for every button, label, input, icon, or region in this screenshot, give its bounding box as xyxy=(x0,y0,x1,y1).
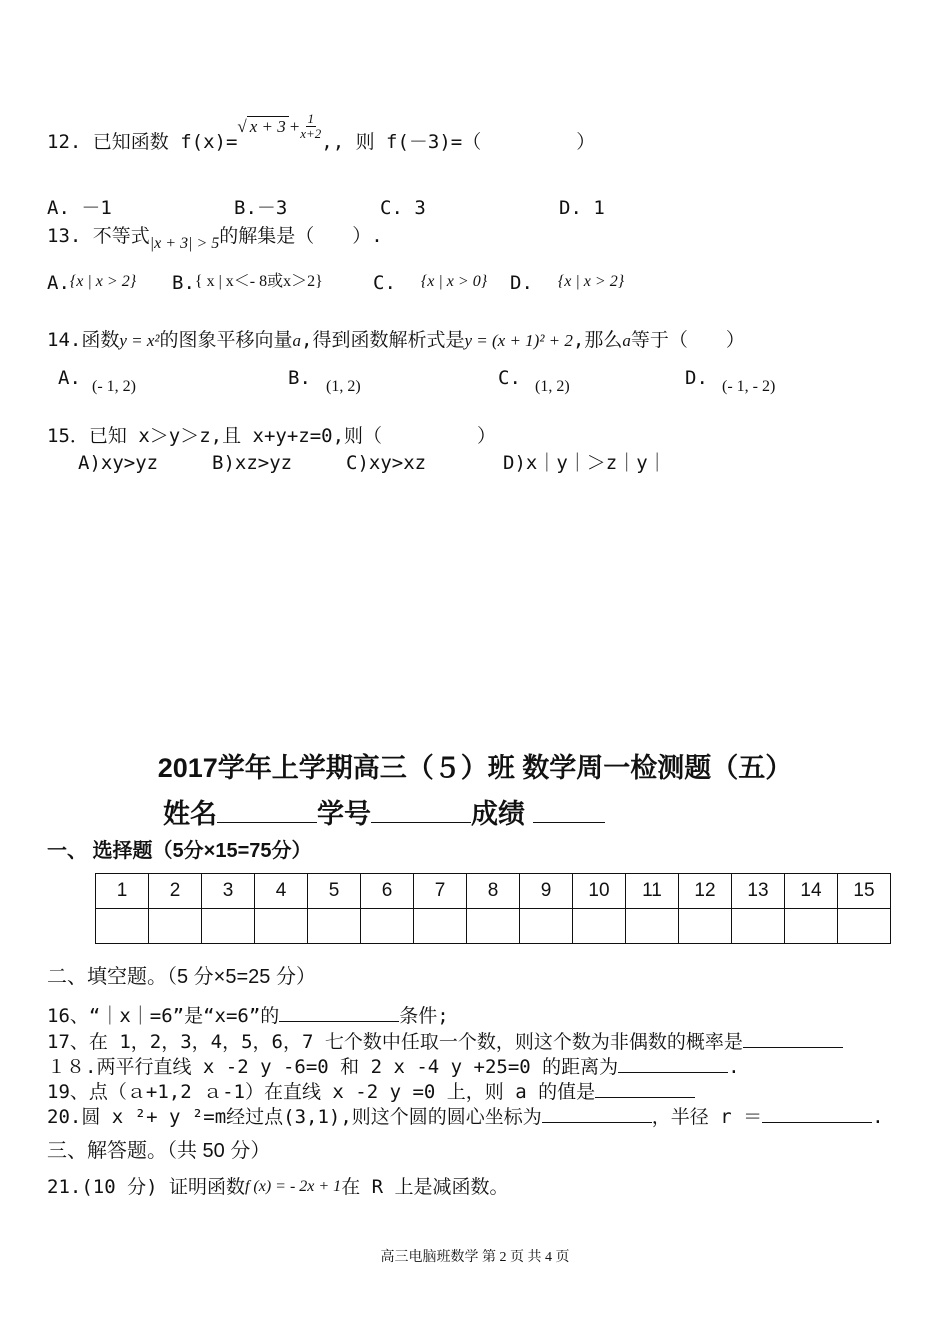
q17: 17、在 1，2，3，4，5，6，7 七个数中任取一个数，则这个数为非偶数的概率是 xyxy=(47,1029,843,1054)
q12-formula: √ x + 3 + $\frac{1}{x+2}$ xyxy=(237,111,322,141)
page-footer: 高三电脑班数学 第 2 页 共 4 页 xyxy=(380,1250,570,1265)
q13-option-d: D. {x | x > 2} xyxy=(510,272,625,294)
q12-line xyxy=(47,111,596,157)
q12-option-b: B.－3 xyxy=(234,197,288,219)
q20-center-blank[interactable] xyxy=(542,1104,652,1123)
answer-input-cell[interactable] xyxy=(679,909,732,944)
q15-option-d: D)x｜y｜＞z｜y｜ xyxy=(503,452,667,474)
answer-input-cell[interactable] xyxy=(414,909,467,944)
answer-number-cell: 12 xyxy=(679,874,732,909)
answer-table-header-row xyxy=(96,874,891,909)
answer-table xyxy=(95,873,891,944)
answer-number-cell: 5 xyxy=(308,874,361,909)
answer-input-cell[interactable] xyxy=(202,909,255,944)
section1-title: 一、 选择题（5分×15=75分） xyxy=(47,840,312,862)
q20: 20.圆 x ²+ y ²=m经过点(3,1),则这个圆的圆心坐标为 ，半径 r ＝ . xyxy=(47,1106,884,1128)
q21-formula: f (x) = - 2x + 1 xyxy=(244,1178,342,1195)
q19: 19、点（ａ+1,2 ａ-1）在直线 x -2 y =0 上，则 a 的值是 xyxy=(47,1079,695,1104)
answer-input-cell[interactable] xyxy=(626,909,679,944)
answer-number-cell: 4 xyxy=(255,874,308,909)
q18: １８.两平行直线 x -2 y -6=0 和 2 x -4 y +25=0 的距离为 . xyxy=(47,1056,740,1078)
q15-text: 15．已知 x＞y＞z,且 x+y+z=0,则（ ） xyxy=(47,425,497,447)
answer-input-cell[interactable] xyxy=(361,909,414,944)
answer-number-cell: 8 xyxy=(467,874,520,909)
answer-input-cell[interactable] xyxy=(732,909,785,944)
q12-option-c: C. 3 xyxy=(380,197,426,219)
answer-number-cell: 15 xyxy=(838,874,891,909)
q12-close: ） xyxy=(576,131,596,153)
q15-option-c: C)xy>xz xyxy=(346,452,427,474)
q20-radius-blank[interactable] xyxy=(762,1104,872,1123)
student-info: 姓名 学号 成绩 xyxy=(163,798,605,830)
answer-input-cell[interactable] xyxy=(255,909,308,944)
answer-number-cell: 10 xyxy=(573,874,626,909)
q14-line: 14.函数y = x²的图象平移向量a,得到函数解析式是y = (x + 1)² + 2,那么a等于（ ） xyxy=(47,329,745,351)
q16-blank[interactable] xyxy=(279,1003,399,1022)
answer-number-cell: 2 xyxy=(149,874,202,909)
answer-number-cell: 14 xyxy=(785,874,838,909)
answer-number-cell: 9 xyxy=(520,874,573,909)
q14-option-c-label: C. xyxy=(498,367,521,389)
q14-option-d-value: (- 1, - 2) xyxy=(722,378,776,395)
q13-tail: 的解集是（ ）. xyxy=(219,225,383,247)
answer-input-cell[interactable] xyxy=(308,909,361,944)
answer-input-cell[interactable] xyxy=(573,909,626,944)
answer-input-cell[interactable] xyxy=(96,909,149,944)
q14-formula-2: y = (x + 1)² + 2 xyxy=(464,331,573,350)
q13-line xyxy=(47,224,383,250)
answer-number-cell: 1 xyxy=(96,874,149,909)
q14-option-a-value: (- 1, 2) xyxy=(92,378,136,395)
answer-input-cell[interactable] xyxy=(838,909,891,944)
answer-number-cell: 13 xyxy=(732,874,785,909)
q14-option-c-value: (1, 2) xyxy=(535,378,570,395)
q15-option-a: A)xy>yz xyxy=(78,452,159,474)
q14-formula-1: y = x² xyxy=(119,331,160,350)
q14-vector: a xyxy=(292,331,302,350)
q17-blank[interactable] xyxy=(743,1029,843,1048)
answer-input-cell[interactable] xyxy=(520,909,573,944)
q13-text: 13. 不等式 xyxy=(47,225,150,247)
answer-number-cell: 3 xyxy=(202,874,255,909)
answer-input-cell[interactable] xyxy=(785,909,838,944)
q13-option-c: C. {x | x > 0} xyxy=(373,272,488,294)
section2-title: 二、填空题。（5 分×5=25 分） xyxy=(47,966,316,988)
answer-input-cell[interactable] xyxy=(467,909,520,944)
q15-option-b: B)xz>yz xyxy=(212,452,293,474)
q16: 16、“｜x｜=6”是“x=6”的 条件; xyxy=(47,1005,449,1027)
q13-formula: |x + 3| > 5 xyxy=(149,235,220,252)
q12-option-d: D. 1 xyxy=(559,197,605,219)
page-title: 2017学年上学期高三（５）班 数学周一检测题（五） xyxy=(157,753,793,783)
q14-option-d-label: D. xyxy=(685,367,708,389)
q14-option-b-label: B. xyxy=(288,367,311,389)
answer-table-answer-row xyxy=(96,909,891,944)
q14-option-b-value: (1, 2) xyxy=(326,378,361,395)
answer-number-cell: 7 xyxy=(414,874,467,909)
answer-number-cell: 6 xyxy=(361,874,414,909)
q14-option-a-label: A. xyxy=(58,367,81,389)
q12-option-a: A. －1 xyxy=(47,197,112,219)
q12-text: 12. 已知函数 f(x)= xyxy=(47,131,238,153)
q18-blank[interactable] xyxy=(618,1054,728,1073)
q13-option-a: A.{x | x > 2} xyxy=(47,272,137,294)
q13-option-b: B.{ x | x＜- 8或x＞2} xyxy=(172,272,323,294)
answer-number-cell: 11 xyxy=(626,874,679,909)
q21: 21.(10 分) 证明函数f (x) = - 2x + 1在 R 上是减函数。 xyxy=(47,1176,509,1198)
q19-blank[interactable] xyxy=(595,1079,695,1098)
answer-input-cell[interactable] xyxy=(149,909,202,944)
q12-tail: ,, 则 f(－3)=（ xyxy=(321,131,482,153)
section3-title: 三、解答题。（共 50 分） xyxy=(47,1140,271,1162)
